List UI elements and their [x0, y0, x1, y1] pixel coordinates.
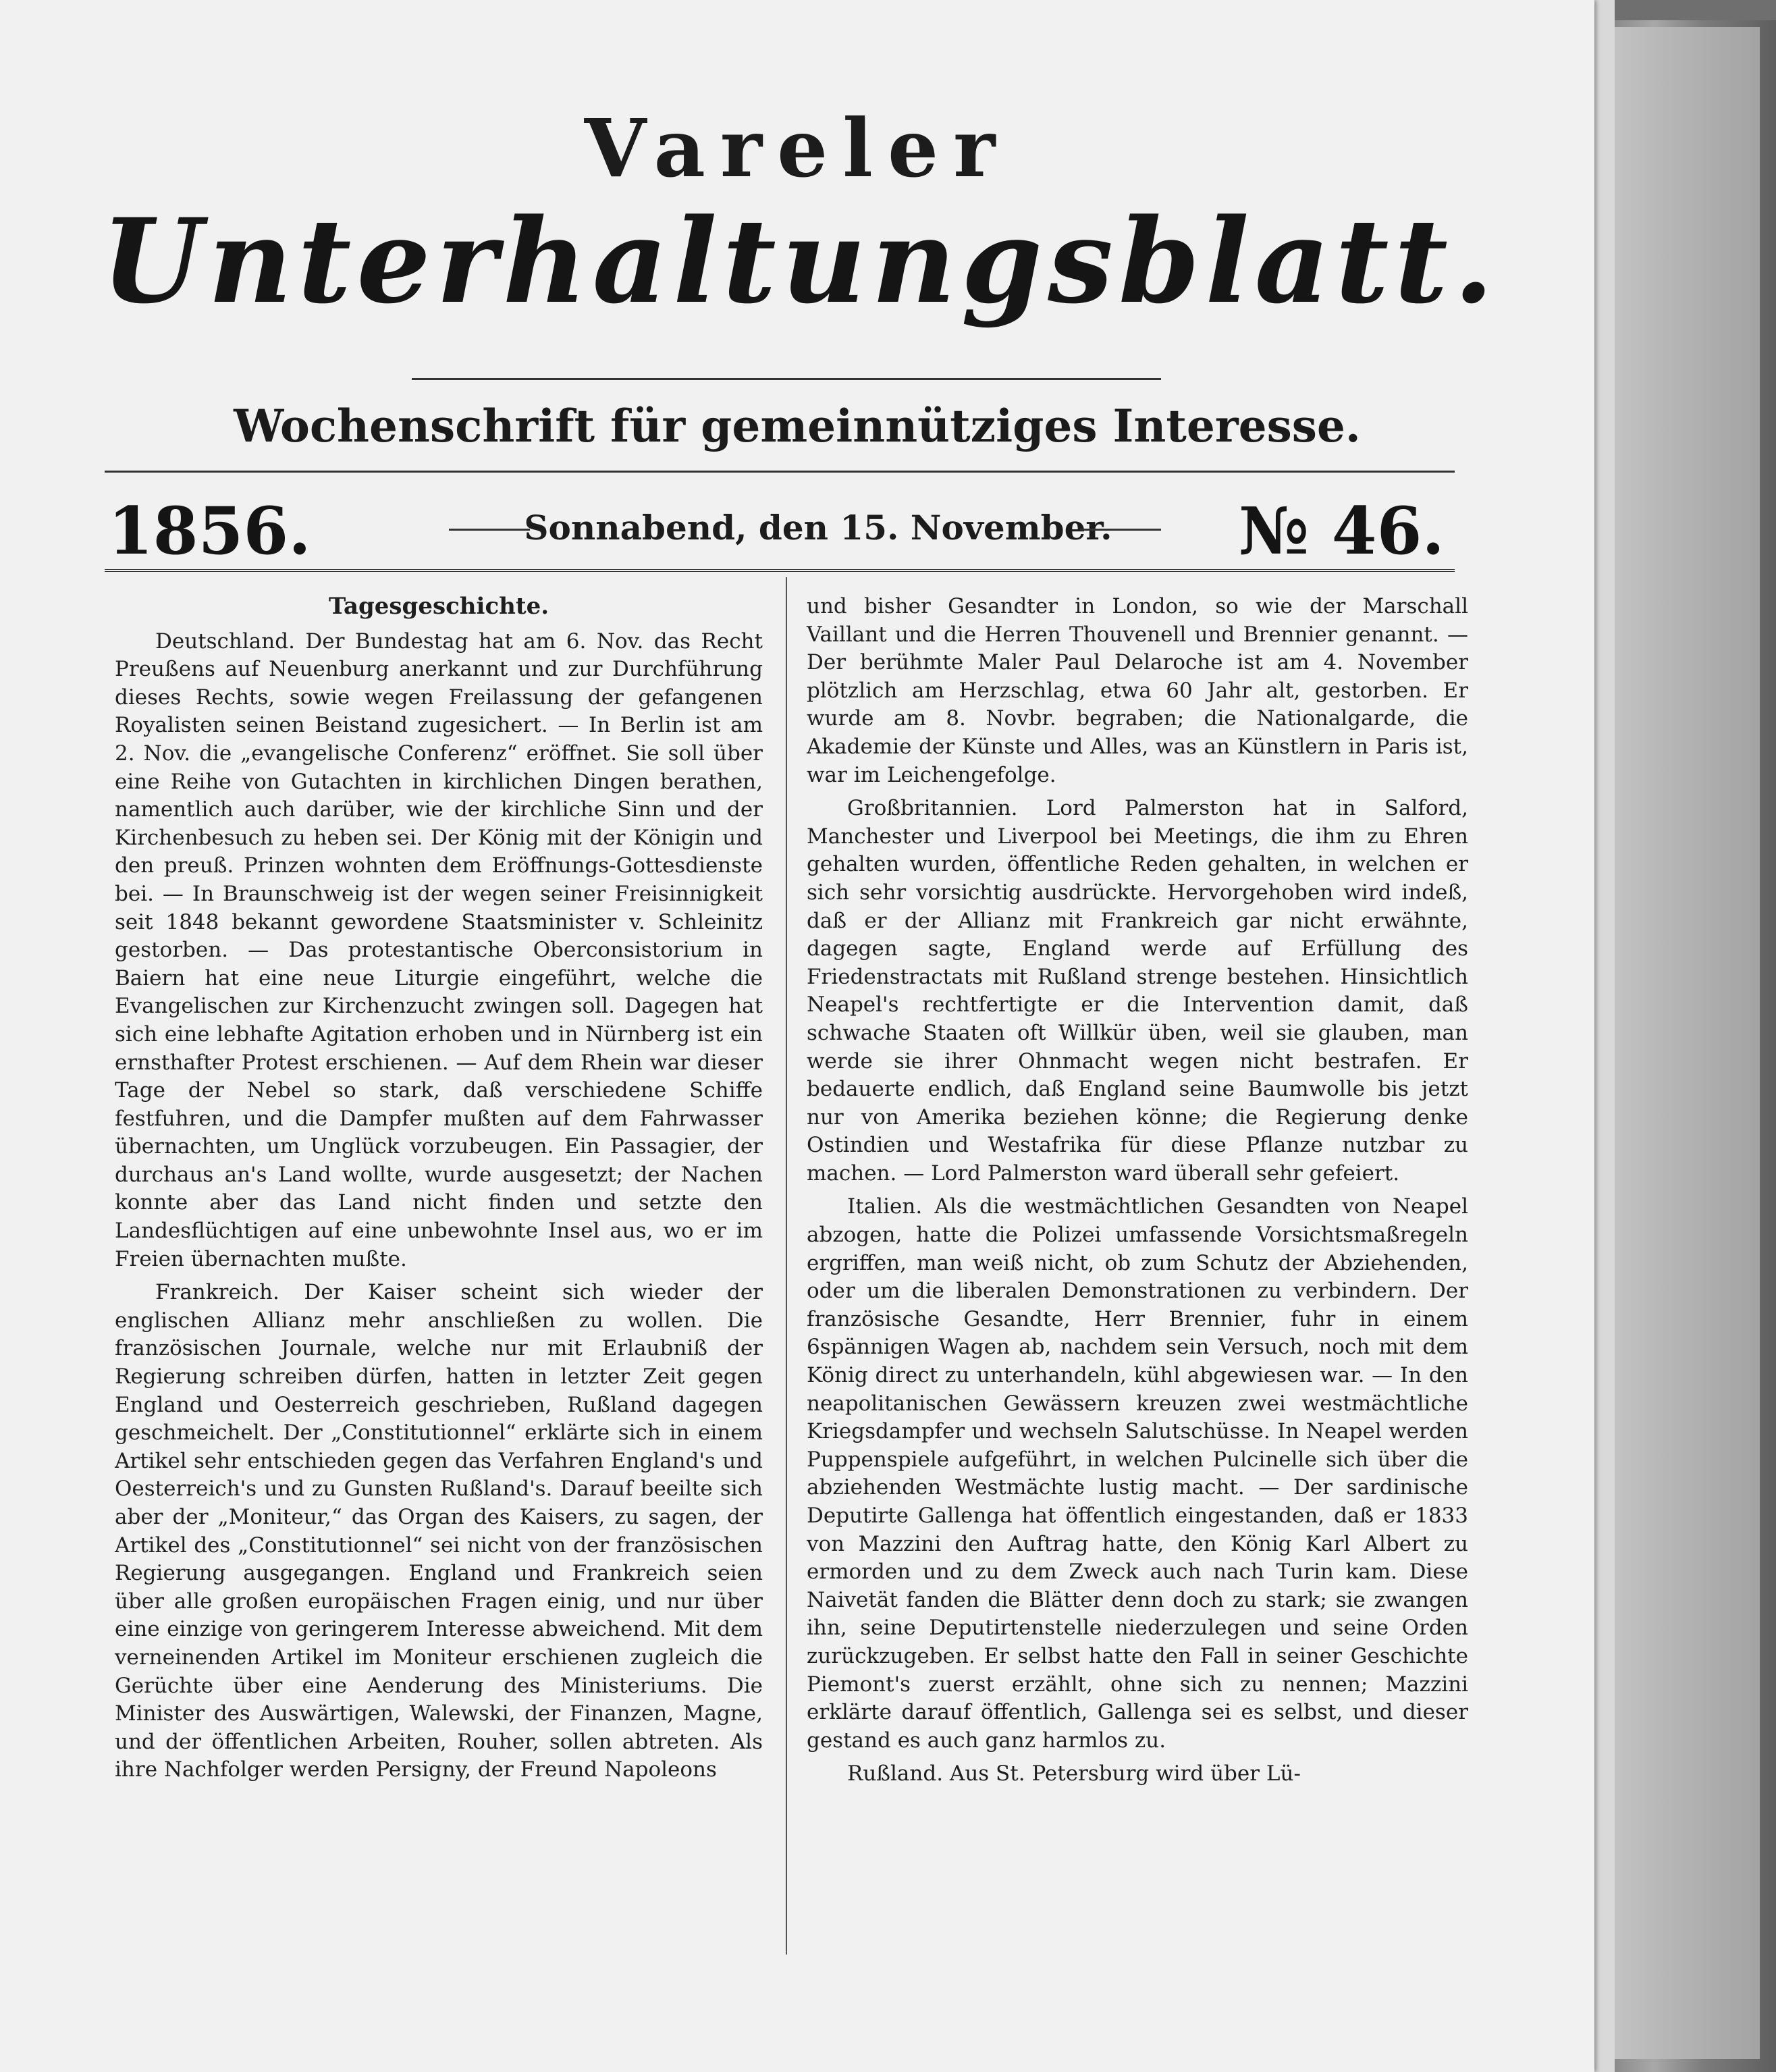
article-russland: Rußland. Aus St. Petersburg wird über Lü-: [847, 1761, 1301, 1786]
dateline-rule-bottom: [105, 569, 1455, 572]
issue-date: Sonnabend, den 15. November.: [524, 508, 1112, 548]
binding-board: [1590, 27, 1760, 2059]
title-rule: [412, 378, 1161, 380]
left-column: [115, 593, 763, 1790]
article-deutschland: Deutschland. Der Bundestag hat am 6. Nov. das Recht Preußens auf Neuenburg anerkannt und zur Durchführung dieses Rechts, sowie wegen Freilassung der gefangenen Royalisten seinen Beistand zugesichert. — In Berlin ist am 2. Nov. die „evangelische Conferenz“ eröffnet. Sie soll über eine Reihe von Gutachten in kirchlichen Dingen berathen, namentlich auch darüber, wie der kirchliche Sinn und der Kirchenbesuch zu heben sei. Der König mit der Königin und den preuß. Prinzen wohnten dem Eröffnungs-Gottesdienste bei. — In Braunschweig ist der wegen seiner Freisinnigkeit seit 1848 bekannt gewordene Staatsminister v. Schleinitz gestorben. — Das protestantische Oberconsistorium in Baiern hat eine neue Liturgie eingeführt, welche die Evangelischen zur Kirchenzucht zwingen soll. Dagegen hat sich eine lebhafte Agitation erhoben und in Nürnberg ist ein ernsthafter Protest erschienen. — Auf dem Rhein war dieser Tage der Nebel so stark, daß verschiedene Schiffe festfuhren, und die Dampfer mußten auf dem Fahrwasser übernachten, um Unglück vorzubeugen. Ein Passagier, der durchaus an's Land wollte, wurde ausgesetzt; der Nachen konnte aber das Land nicht finden und setzte den Landesflüchtigen auf eine unbewohnte Insel aus, wo er im Freien übernachten mußte.: [115, 629, 763, 1271]
dateline-rule-top: [105, 471, 1455, 473]
section-title: Tagesgeschichte.: [328, 593, 549, 620]
masthead-subtitle: Wochenschrift für gemeinnütziges Interesse.: [234, 400, 1361, 452]
masthead-kicker: Vareler: [584, 101, 1011, 195]
issue-number: № 46.: [1239, 493, 1445, 569]
issue-year: 1856.: [108, 493, 311, 569]
article-frankreich: Frankreich. Der Kaiser scheint sich wieder der englischen Allianz mehr anschließen zu wollen. Die französischen Journale, welche nur mit Erlaubniß der Regierung schreiben dürfen, hatten in letzter Zeit gegen England und Oesterreich geschrieben, Rußland dagegen geschmeichelt. Der „Constitutionnel“ erklärte sich in einem Artikel sehr entschieden gegen das Verfahren England's und Oesterreich's und zu Gunsten Rußland's. Darauf beeilte sich aber der „Moniteur,“ das Organ des Kaisers, zu sagen, der Artikel des „Constitutionnel“ sei nicht von der französischen Regierung ausgegangen. England und Frankreich seien über alle großen europäischen Fragen einig, und nur über eine einzige von geringerem Interesse abweichend. Mit dem verneinenden Artikel im Moniteur erschienen zugleich die Gerüchte über eine Aenderung des Ministeriums. Die Minister des Auswärtigen, Walewski, der Finanzen, Magne, und der öffentlichen Arbeiten, Rouher, sollen abtreten. Als ihre Nachfolger werden Persigny, der Freund Napoleons: [115, 1280, 763, 1782]
date-rule-right: [1080, 529, 1161, 531]
page-stack-edge: [1594, 0, 1615, 2072]
column-divider: [786, 577, 787, 1955]
article-grossbritannien: Großbritannien. Lord Palmerston hat in Salford, Manchester und Liverpool bei Meetings, die ihm zu Ehren gehalten wurden, öffentliche Reden gehalten, in welchen er sich sehr vorsichtig ausdrückte. Hervorgehoben wird indeß, daß er der Allianz mit Frankreich gar nicht erwähnte, dagegen sagte, England werde auf Erfüllung des Friedenstractats mit Rußland strenge bestehen. Hinsichtlich Neapel's rechtfertigte er die Intervention damit, daß schwache Staaten oft Willkür üben, weil sie glauben, man werde sie ihrer Ohnmacht wegen nicht bestrafen. Er bedauerte endlich, daß England seine Baumwolle bis jetzt nur von Amerika beziehen könne; die Regierung denke Ostindien und Westafrika für diese Pflanze nutzbar zu machen. — Lord Palmerston ward überall sehr gefeiert.: [807, 796, 1468, 1186]
article-italien: Italien. Als die westmächtlichen Gesandten von Neapel abzogen, hatte die Polizei umfassende Vorsichtsmaßregeln ergriffen, man weiß nicht, ob zum Schutz der Abziehenden, oder um die liberalen Demonstrationen zu verbindern. Der französische Gesandte, Herr Brennier, fuhr in einem 6spännigen Wagen ab, nachdem sein Versuch, noch mit dem König direct zu unterhandeln, kühl abgewiesen war. — In den neapolitanischen Gewässern kreuzen zwei westmächtliche Kriegsdampfer und wechseln Salutschüsse. In Neapel werden Puppenspiele aufgeführt, in welchen Pulcinelle sich über die abziehenden Westmächte lustig macht. — Der sardinische Deputirte Gallenga hat öffentlich eingestanden, daß er 1833 von Mazzini den Auftrag hatte, den König Karl Albert zu ermorden und zu dem Zweck auch nach Turin kam. Diese Naivetät fanden die Blätter denn doch zu stark; sie zwangen ihn, seine Deputirtenstelle niederzulegen und seine Orden zurückzugeben. Er selbst hatte den Fall in seiner Geschichte Piemont's zuerst erzählt, ohne sich zu nennen; Mazzini erklärte darauf öffentlich, Gallenga sei es selbst, und dieser gestand es auch ganz harmlos zu.: [807, 1194, 1468, 1753]
masthead-title: Unterhaltungsblatt.: [101, 192, 1499, 329]
right-column: [807, 593, 1468, 1794]
article-frankreich-continued: und bisher Gesandter in London, so wie der Marschall Vaillant und die Herren Thouvenell und Brennier genannt. — Der berühmte Maler Paul Delaroche ist am 4. November plötzlich am Herzschlag, etwa 60 Jahr alt, gestorben. Er wurde am 8. Novbr. begraben; die Nationalgarde, die Akademie der Künste und Alles, was an Künstlern in Paris ist, war im Leichengefolge.: [807, 594, 1468, 787]
